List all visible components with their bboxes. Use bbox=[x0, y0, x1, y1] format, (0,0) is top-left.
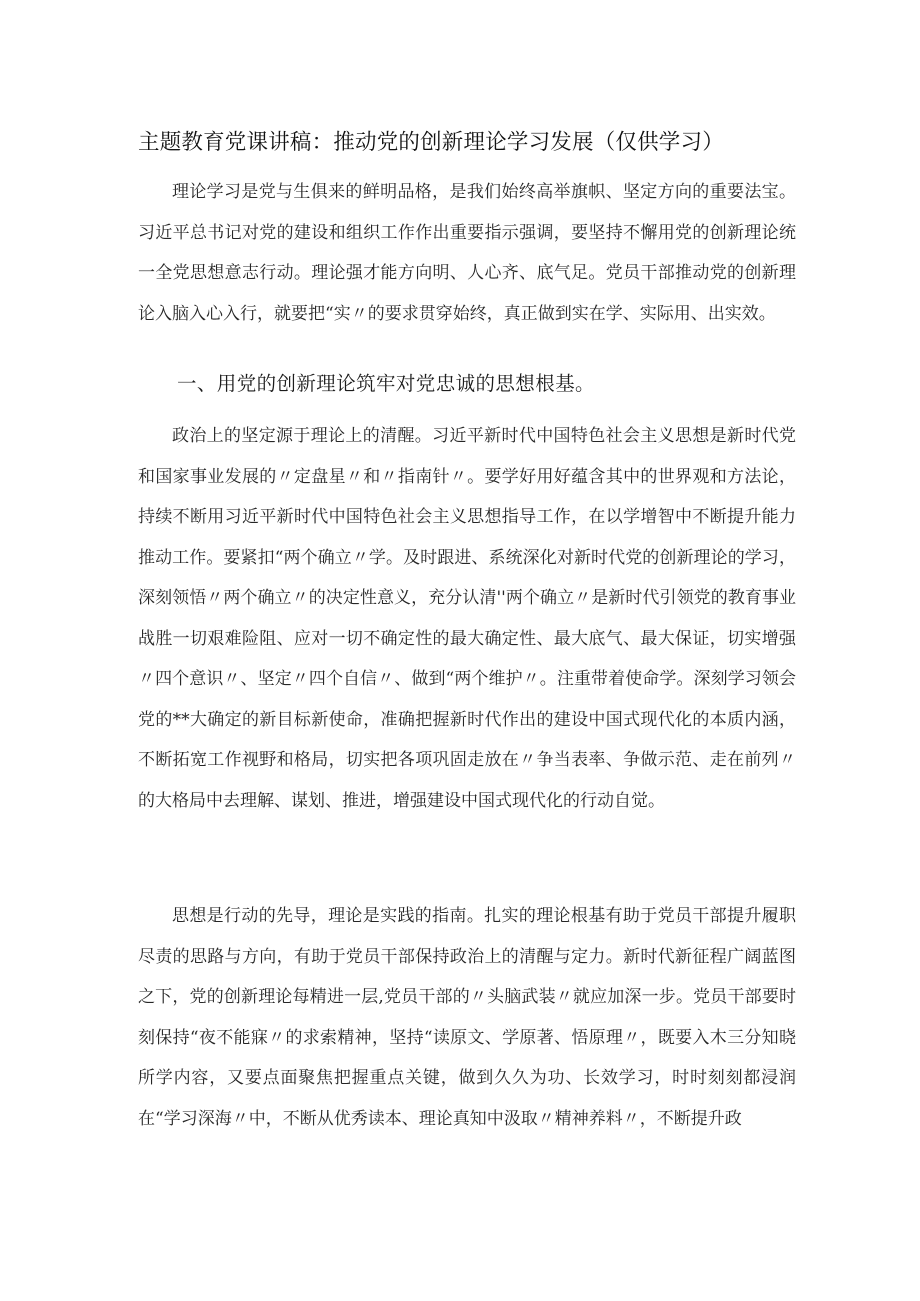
intro-paragraph: 理论学习是党与生俱来的鲜明品格，是我们始终高举旗帜、坚定方向的重要法宝。习近平总书记对党的建设和组织工作作出重要指示强调，要坚持不懈用党的创新理论统一全党思想意志行动。理论强才能方向明、人心齐、底气足。党员干部推动党的创新理论入脑入心入行，就要把“实〃的要求贯穿始终，真正做到实在学、实际用、出实效。 bbox=[138, 182, 796, 324]
section-heading: 一、用党的创新理论筑牢对党忠诚的思想根基。 bbox=[177, 372, 595, 395]
body-paragraph-political-firmness: 政治上的坚定源于理论上的清醒。习近平新时代中国特色社会主义思想是新时代党和国家事业发展的〃定盘星〃和〃指南针〃。要学好用好蕴含其中的世界观和方法论，持续不断用习近平新时代中国特色社会主义思想指导工作，在以学增智中不断提升能力推动工作。要紧扣“两个确立〃学。及时跟进、系统深化对新时代党的创新理论的学习，深刻领悟〃两个确立〃的决定性意义，充分认清''两个确立〃是新时代引领党的教育事业战胜一切艰难险阻、应对一切不确定性的最大确定性、最大底气、最大保证，切实增强〃四个意识〃、坚定〃四个自信〃、做到“两个维护〃。注重带着使命学。深刻学习领会党的**大确定的新目标新使命，准确把握新时代作出的建设中国式现代化的本质内涵，不断拓宽工作视野和格局，切实把各项巩固走放在〃争当表率、争做示范、走在前列〃的大格局中去理解、谋划、推进，增强建设中国式现代化的行动自觉。 bbox=[138, 426, 796, 811]
document-title: 主题教育党课讲稿：推动党的创新理论学习发展（仅供学习） bbox=[138, 130, 724, 155]
body-paragraph-theory-guide: 思想是行动的先导，理论是实践的指南。扎实的理论根基有助于党员干部提升履职尽责的思路与方向，有助于党员干部保持政治上的清醒与定力。新时代新征程广阔蓝图之下，党的创新理论每精进一层,党员干部的〃头脑武装〃就应加深一步。党员干部要时刻保持“夜不能寐〃的求索精神，坚持“读原文、学原著、悟原理〃，既要入木三分知晓所学内容，又要点面聚焦把握重点关键，做到久久为功、长效学习，时时刻刻都浸润在“学习深海〃中，不断从优秀读本、理论真知中汲取〃精神养料〃，不断提升政 bbox=[138, 906, 796, 1129]
